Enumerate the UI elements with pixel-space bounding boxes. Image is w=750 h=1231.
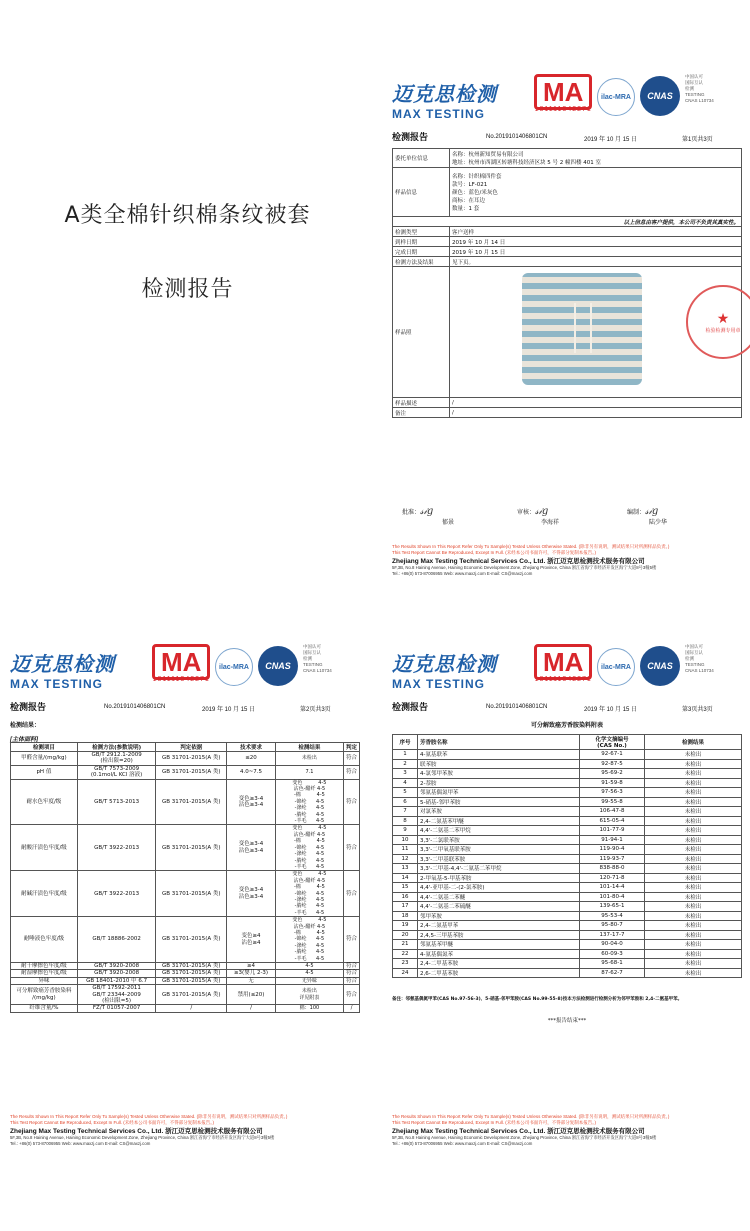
amine-cell: 13 [393, 864, 418, 874]
amine-cell: 24 [393, 968, 418, 978]
result-verdict: 符合 [343, 970, 359, 977]
amine-row [393, 750, 742, 760]
result-method: GB/T 18886-2002 [77, 917, 156, 963]
amine-cell: 2,4-二甲基苯胺 [418, 959, 580, 969]
result-req: 变色≥3-4 沾色≥3-4 [227, 825, 276, 871]
report-label: 检测报告 [392, 133, 429, 143]
ma-icon: MA [152, 644, 210, 680]
amine-cell: 未检出 [645, 778, 742, 788]
ilac-icon: ilac-MRA [597, 78, 635, 116]
result-basis: / [156, 1005, 227, 1012]
sample-photo [522, 273, 642, 385]
amine-cell: 3,3'-二氯联苯胺 [418, 835, 580, 845]
amine-cell: 87-62-7 [580, 968, 645, 978]
amine-row [393, 788, 742, 798]
result-row [11, 779, 360, 825]
amine-cell: 4,4'-二氨基二苯硫醚 [418, 902, 580, 912]
result-item: pH 值 [11, 765, 78, 779]
amine-cell: 对氯苯胺 [418, 807, 580, 817]
amine-cell: 14 [393, 873, 418, 883]
amine-row [393, 807, 742, 817]
result-item: 耐干摩擦色牢度/级 [11, 963, 78, 970]
ma-icon: MA [534, 74, 592, 110]
amine-cell: 未检出 [645, 788, 742, 798]
amine-row [393, 902, 742, 912]
amine-cell: 2,4-二氨基苯甲醚 [418, 816, 580, 826]
amine-cell: 12 [393, 854, 418, 864]
amine-cell: 未检出 [645, 826, 742, 836]
amine-cell: 101-77-9 [580, 826, 645, 836]
amine-cell: 19 [393, 921, 418, 931]
result-verdict: 符合 [343, 825, 359, 871]
result-verdict: 符合 [343, 963, 359, 970]
result-result: 变色 4-5 沾色-醋纤 4-5 -棉 4-5 -锦纶 4-5 -涤纶 4-5 -腈纶 4-5 -羊毛 4-5 [275, 825, 343, 871]
amine-cell: 2,6-二甲基苯胺 [418, 968, 580, 978]
amine-cell: 16 [393, 892, 418, 902]
photo-label: 样品照 [393, 267, 450, 398]
result-item: 可分解致癌芳香胺染料 /(mg/kg) [11, 985, 78, 1005]
amine-cell: 119-93-7 [580, 854, 645, 864]
result-method: GB/T 3920-2008 [77, 963, 156, 970]
sample-info-table: 委托单位信息 名称：杭州新知贸易有限公司 地址：杭州市西湖区转塘科技经济区块 5 号 2 幢四楼 401 室 样品信息 名称：针织棉四件套 款号：LF-021 颜色：蓝色/米灰色 商标：在耳边 数量：1 套 以上信息由客户提供，本公司不负责其真实性。 检测类型 客户送样 到样日期 2019 年 10 月 14 日 完成日期 2019 年 10 月 15 日 检测方法及结果 见下页。 样品照 ★ 检验检测专用章 样品描述 / 备注 / [392, 148, 742, 418]
amine-row [393, 835, 742, 845]
result-item: 耐唾液色牢度/级 [11, 917, 78, 963]
amine-cell: 未检出 [645, 835, 742, 845]
amine-row [393, 892, 742, 902]
ilac-icon: ilac-MRA [597, 648, 635, 686]
client-label: 委托单位信息 [393, 149, 450, 168]
amine-cell: 2-萘胺 [418, 778, 580, 788]
amine-cell: 未检出 [645, 892, 742, 902]
result-method: GB/T 5713-2013 [77, 779, 156, 825]
amine-cell: 97-56-3 [580, 788, 645, 798]
result-verdict: 符合 [343, 977, 359, 984]
amine-cell: 未检出 [645, 949, 742, 959]
amine-cell: 7 [393, 807, 418, 817]
amine-cell: 17 [393, 902, 418, 912]
amine-cell: 95-53-4 [580, 911, 645, 921]
result-req: 无 [227, 977, 276, 984]
approver: 批准：𝓈𝒾𝑔 郁景 [402, 506, 455, 526]
result-item: 耐水色牢度/级 [11, 779, 78, 825]
amine-cell: 91-59-8 [580, 778, 645, 788]
result-verdict: / [343, 1005, 359, 1012]
report-date: 2019 年 10 月 15 日 [584, 137, 638, 143]
results-label: 检测结果： [10, 723, 41, 729]
result-row [11, 970, 360, 977]
result-basis: GB 31701-2015(A 类) [156, 871, 227, 917]
reviewer: 审核：𝓈𝒾𝑔 李海祥 [517, 506, 560, 526]
result-result: 未检出 [275, 752, 343, 766]
footer-3: The Results Shown In This Report Refer Only To Sample(s) Tested Unless Otherwise Stated. (除非另有说明，测试结果只对所测样品负责。) This Test Report Cannot Be Reproduced, Except In Full. (未经本公司书面许可，不得部分复制本报告。) Zhejiang Max Testing Technical Services Co., Ltd. 浙江迈克思检测技术服务有限公司 5F,3B, No.8 Haining Avenue, Haining Economic Development Zone, Zhejiang Province, China 浙江省海宁市经济开发区海宁大道8号3幢5楼 Tel.: +86(0) 573-87006955 Web: www.maxzj.com E-mail: CS@maxzj.com [392, 1114, 670, 1146]
result-method: GB 18401-2010 中 6.7 [77, 977, 156, 984]
result-verdict: 符合 [343, 779, 359, 825]
result-result: 4-5 [275, 970, 343, 977]
result-req: 禁用(≤20) [227, 985, 276, 1005]
amine-cell: 120-71-8 [580, 873, 645, 883]
amine-row [393, 769, 742, 779]
result-basis: GB 31701-2015(A 类) [156, 970, 227, 977]
ma-mark [534, 78, 592, 113]
editor: 编制：𝓈𝒾𝑔 陆少华 [627, 506, 668, 526]
result-basis: GB 31701-2015(A 类) [156, 752, 227, 766]
amine-cell: 联苯胺 [418, 759, 580, 769]
amine-cell: 4,4'-亚甲基-二-(2-氯苯胺) [418, 883, 580, 893]
amine-cell: 未检出 [645, 921, 742, 931]
amine-cell: 11 [393, 845, 418, 855]
amine-cell: 119-90-4 [580, 845, 645, 855]
result-result: 7.1 [275, 765, 343, 779]
result-row [11, 871, 360, 917]
client-note: 以上信息由客户提供，本公司不负责其真实性。 [393, 217, 742, 227]
amine-row [393, 968, 742, 978]
amine-cell: 1 [393, 750, 418, 760]
amine-cell: 20 [393, 930, 418, 940]
result-verdict: 符合 [343, 985, 359, 1005]
result-result: 变色 4-5 沾色-醋纤 4-5 -棉 4-5 -锦纶 4-5 -涤纶 4-5 -腈纶 4-5 -羊毛 4-5 [275, 917, 343, 963]
amine-cell: 未检出 [645, 845, 742, 855]
amine-cell: 未检出 [645, 750, 742, 760]
result-result: 变色 4-5 沾色-醋纤 4-5 -棉 4-5 -锦纶 4-5 -涤纶 4-5 -腈纶 4-5 -羊毛 4-5 [275, 779, 343, 825]
result-row [11, 917, 360, 963]
footer-2: The Results Shown In This Report Refer Only To Sample(s) Tested Unless Otherwise Stated. (除非另有说明，测试结果只对所测样品负责。) This Test Report Cannot Be Reproduced, Except In Full. (未经本公司书面许可，不得部分复制本报告。) Zhejiang Max Testing Technical Services Co., Ltd. 浙江迈克思检测技术服务有限公司 5F,3B, No.8 Haining Avenue, Haining Economic Development Zone, Zhejiang Province, China 浙江省海宁市经济开发区海宁大道8号3幢5楼 Tel.: +86(0) 573-87006955 Web: www.maxzj.com E-mail: CS@maxzj.com [10, 1114, 288, 1146]
amine-cell: 90-04-0 [580, 940, 645, 950]
amine-cell: 106-47-8 [580, 807, 645, 817]
amine-cell: 4,4'-二氨基二苯醚 [418, 892, 580, 902]
result-result: 4-5 [275, 963, 343, 970]
result-row [11, 977, 360, 984]
amine-cell: 23 [393, 959, 418, 969]
cover-title: A类全棉针织棉条纹被套 [64, 203, 311, 228]
amine-cell: 3,3'-二甲基联苯胺 [418, 854, 580, 864]
amine-row [393, 911, 742, 921]
amine-cell: 未检出 [645, 930, 742, 940]
amine-cell: 未检出 [645, 854, 742, 864]
result-method: GB/T 17592-2011 GB/T 23344-2009 (检出限=5) [77, 985, 156, 1005]
amine-row [393, 816, 742, 826]
result-basis: GB 31701-2015(A 类) [156, 825, 227, 871]
ilac-icon: ilac-MRA [215, 648, 253, 686]
amine-cell: 838-88-0 [580, 864, 645, 874]
official-seal: ★ 检验检测专用章 [686, 285, 750, 359]
amine-cell: 邻甲苯胺 [418, 911, 580, 921]
amine-cell: 2,4,5-三甲基苯胺 [418, 930, 580, 940]
amine-cell: 101-80-4 [580, 892, 645, 902]
result-item: 异味 [11, 977, 78, 984]
result-result: 无异味 [275, 977, 343, 984]
section-label: [主体面料] [10, 737, 38, 743]
result-row [11, 825, 360, 871]
result-verdict: 符合 [343, 765, 359, 779]
amine-cell: 4 [393, 778, 418, 788]
result-req: ≥3(婴儿 2-3) [227, 970, 276, 977]
amine-row [393, 883, 742, 893]
ma-icon: MA [534, 644, 592, 680]
amine-row [393, 826, 742, 836]
report-end: ***报告结束*** [547, 1018, 587, 1024]
cnas-icon: CNAS [258, 646, 298, 686]
result-req: ≤20 [227, 752, 276, 766]
amine-cell: 8 [393, 816, 418, 826]
amine-cell: 92-67-1 [580, 750, 645, 760]
logo-en: MAX TESTING [392, 107, 486, 121]
result-verdict: 符合 [343, 871, 359, 917]
result-row [11, 963, 360, 970]
amine-table-title: 可分解致癌芳香胺染料附表 [530, 723, 603, 729]
amine-cell: 18 [393, 911, 418, 921]
amine-cell: 未检出 [645, 902, 742, 912]
amine-row [393, 921, 742, 931]
result-verdict: 符合 [343, 752, 359, 766]
result-method: GB/T 3922-2013 [77, 871, 156, 917]
amine-cell: 21 [393, 940, 418, 950]
amine-cell: 未检出 [645, 959, 742, 969]
amine-cell: 2,4-二氨基甲苯 [418, 921, 580, 931]
result-item: 甲醛含量/(mg/kg) [11, 752, 78, 766]
amine-cell: 未检出 [645, 940, 742, 950]
amine-cell: 22 [393, 949, 418, 959]
amine-cell: 3,3'-二甲氧基联苯胺 [418, 845, 580, 855]
amine-cell: 60-09-3 [580, 949, 645, 959]
amine-cell: 137-17-7 [580, 930, 645, 940]
results-table: 检测项目 检测方法(参数说明) 判定依据 技术要求 检测结果 判定 甲醛含量/(mg/kg) GB/T 2912.1-2009 (检出限=20) GB 31701-2015(A 类) ≤20 未检出 符合 pH 值 GB/T 7573-2009 (0.1mol/L KCl 溶液) GB 31701-2015(A 类) 4.0~7.5 7.1 符合 耐水色牢度/级 GB/T 5713-2013 GB 31701-2015(A 类) 变色≥3-4 沾色≥3-4 变色 4-5 沾色-醋纤 4-5 -棉 4-5 -锦纶 4-5 -涤纶 4-5 -腈纶 4-5 -羊毛 4-5 符合 耐酸汗渍色牢度/级 GB/T 3922-2013 GB 31701-2015(A 类) 变色≥3-4 沾色≥3-4 变色 4-5 沾色-醋纤 4-5 -棉 4-5 -锦纶 4-5 -涤纶 4-5 -腈纶 4-5 -羊毛 4-5 符合 耐碱汗渍色牢度/级 GB/T 3922-2013 GB 31701-2015(A 类) 变色≥3-4 沾色≥3-4 变色 4-5 沾色-醋纤 4-5 -棉 4-5 -锦纶 4-5 -涤纶 4-5 -腈纶 4-5 -羊毛 4-5 符合 耐唾液色牢度/级 GB/T 18886-2002 GB 31701-2015(A 类) 变色≥4 沾色≥4 变色 4-5 沾色-醋纤 4-5 -棉 4-5 -锦纶 4-5 -涤纶 4-5 -腈纶 4-5 -羊毛 4-5 符合 耐干摩擦色牢度/级 GB/T 3920-2008 GB 31701-2015(A 类) ≥4 4-5 符合 耐湿摩擦色牢度/级 GB/T 3920-2008 GB 31701-2015(A 类) ≥3(婴儿 2-3) 4-5 符合 异味 GB 18401-2010 中 6.7 GB 31701-2015(A 类) 无 无异味 符合 可分解致癌芳香胺染料 /(mg/kg) GB/T 17592-2011 GB/T 23344-2009 (检出限=5) GB 31701-2015(A 类) 禁用(≤20) 未检出 详见附表 符合 纤维含量/% FZ/T 01057-2007 / / 棉：100 / [10, 742, 360, 1013]
amine-cell: 未检出 [645, 816, 742, 826]
amine-cell: 3 [393, 769, 418, 779]
amine-note: 备注：邻氨基偶氮甲苯(CAS No.97-56-3)、5-硝基-邻甲苯胺(CAS No.99-55-8)按本方法检测进行检测分析为邻甲苯胺和 2,4-二氨基甲苯。 [392, 997, 683, 1002]
amine-cell: 未检出 [645, 797, 742, 807]
result-method: FZ/T 01057-2007 [77, 1005, 156, 1012]
result-basis: GB 31701-2015(A 类) [156, 765, 227, 779]
amine-cell: 邻氨基苯甲醚 [418, 940, 580, 950]
brand-logo [392, 78, 497, 121]
result-req: 变色≥4 沾色≥4 [227, 917, 276, 963]
amine-cell: 4-氯邻甲苯胺 [418, 769, 580, 779]
result-basis: GB 31701-2015(A 类) [156, 985, 227, 1005]
result-item: 耐碱汗渍色牢度/级 [11, 871, 78, 917]
amine-cell: 615-05-4 [580, 816, 645, 826]
amine-row [393, 930, 742, 940]
result-method: GB/T 2912.1-2009 (检出限=20) [77, 752, 156, 766]
cover-subtitle: 检测报告 [141, 277, 234, 302]
result-req: ≥4 [227, 963, 276, 970]
amine-cell: 3,3'-二甲基-4,4'-二氨基二苯甲烷 [418, 864, 580, 874]
amine-table: 序号 芳香胺名称 化学文摘编号 (CAS No.) 检测结果 1 4-氨基联苯 92-67-1 未检出 2 联苯胺 92-87-5 未检出 3 4-氯邻甲苯胺 95-69-2 未检出 4 2-萘胺 91-59-8 未检出 5 邻氨基偶氮甲苯 97-56-3 未检出 6 5-硝基-邻甲苯胺 99-55-8 未检出 7 对氯苯胺 106-47-8 未检出 8 2,4-二氨基苯甲醚 615-05-4 未检出 9 4,4'-二氨基二苯甲烷 101-77-9 未检出 10 3,3'-二氯联苯胺 91-94-1 未检出 11 3,3'-二甲氧基联苯胺 119-90-4 未检出 12 3,3'-二甲基联苯胺 119-93-7 未检出 13 3,3'-二甲基-4,4'-二氨基二苯甲烷 838-88-0 未检出 14 2-甲氧基-5-甲基苯胺 120-71-8 未检出 15 4,4'-亚甲基-二-(2-氯苯胺) 101-14-4 未检出 16 4,4'-二氨基二苯醚 101-80-4 未检出 17 4,4'-二氨基二苯硫醚 139-65-1 未检出 18 邻甲苯胺 95-53-4 未检出 19 2,4-二氨基甲苯 95-80-7 未检出 20 2,4,5-三甲基苯胺 137-17-7 未检出 21 邻氨基苯甲醚 90-04-0 未检出 22 4-氨基偶氮苯 60-09-3 未检出 23 2,4-二甲基苯胺 95-68-1 未检出 24 2,6-二甲基苯胺 87-62-7 未检出 [392, 734, 742, 978]
amine-cell: 95-69-2 [580, 769, 645, 779]
amine-cell: 未检出 [645, 968, 742, 978]
result-basis: GB 31701-2015(A 类) [156, 963, 227, 970]
amine-cell: 139-65-1 [580, 902, 645, 912]
result-item: 耐酸汗渍色牢度/级 [11, 825, 78, 871]
amine-row [393, 845, 742, 855]
amine-cell: 邻氨基偶氮甲苯 [418, 788, 580, 798]
result-verdict: 符合 [343, 917, 359, 963]
report-number: No.2019101406801CN [486, 134, 548, 140]
amine-cell: 15 [393, 883, 418, 893]
result-row [11, 765, 360, 779]
amine-cell: 99-55-8 [580, 797, 645, 807]
amine-cell: 4,4'-二氨基二苯甲烷 [418, 826, 580, 836]
result-basis: GB 31701-2015(A 类) [156, 977, 227, 984]
result-method: GB/T 3920-2008 [77, 970, 156, 977]
result-item: 纤维含量/% [11, 1005, 78, 1012]
amine-row [393, 949, 742, 959]
ma-number: 181111342271 [534, 106, 592, 113]
amine-cell: 101-14-4 [580, 883, 645, 893]
amine-cell: 2-甲氧基-5-甲基苯胺 [418, 873, 580, 883]
amine-cell: 95-68-1 [580, 959, 645, 969]
amine-cell: 9 [393, 826, 418, 836]
amine-cell: 未检出 [645, 769, 742, 779]
result-item: 耐湿摩擦色牢度/级 [11, 970, 78, 977]
footer-1: The Results Shown In This Report Refer Only To Sample(s) Tested Unless Otherwise Stated. (除非另有说明，测试结果只对所测样品负责。) This Test Report Cannot Be Reproduced, Except In Full. (未经本公司书面许可，不得部分复制本报告。) Zhejiang Max Testing Technical Services Co., Ltd. 浙江迈克思检测技术服务有限公司 5F,3B, No.8 Haining Avenue, Haining Economic Development Zone, Zhejiang Province, China 浙江省海宁市经济开发区海宁大道8号3幢5楼 Tel.: +86(0) 573-87006955 Web: www.maxzj.com E-mail: CS@maxzj.com [392, 544, 670, 576]
amine-row [393, 778, 742, 788]
amine-cell: 95-80-7 [580, 921, 645, 931]
amine-cell: 未检出 [645, 883, 742, 893]
result-basis: GB 31701-2015(A 类) [156, 779, 227, 825]
result-row [11, 752, 360, 766]
amine-row [393, 959, 742, 969]
amine-cell: 4-氨基偶氮苯 [418, 949, 580, 959]
result-row [11, 1005, 360, 1012]
amine-cell: 5 [393, 788, 418, 798]
amine-cell: 未检出 [645, 911, 742, 921]
amine-cell: 未检出 [645, 759, 742, 769]
result-method: GB/T 3922-2013 [77, 825, 156, 871]
result-result: 变色 4-5 沾色-醋纤 4-5 -棉 4-5 -锦纶 4-5 -涤纶 4-5 -腈纶 4-5 -羊毛 4-5 [275, 871, 343, 917]
cnas-icon: CNAS [640, 76, 680, 116]
amine-row [393, 940, 742, 950]
amine-cell: 10 [393, 835, 418, 845]
amine-row [393, 797, 742, 807]
result-req: 4.0~7.5 [227, 765, 276, 779]
amine-row [393, 759, 742, 769]
result-req: 变色≥3-4 沾色≥3-4 [227, 779, 276, 825]
result-req: 变色≥3-4 沾色≥3-4 [227, 871, 276, 917]
sample-label: 样品信息 [393, 168, 450, 217]
amine-cell: 未检出 [645, 864, 742, 874]
amine-cell: 5-硝基-邻甲苯胺 [418, 797, 580, 807]
logo-cn: 迈克思检测 [392, 82, 497, 106]
result-req: / [227, 1005, 276, 1012]
result-method: GB/T 7573-2009 (0.1mol/L KCl 溶液) [77, 765, 156, 779]
amine-cell: 91-94-1 [580, 835, 645, 845]
amine-cell: 2 [393, 759, 418, 769]
amine-row [393, 854, 742, 864]
amine-cell: 4-氨基联苯 [418, 750, 580, 760]
amine-cell: 未检出 [645, 807, 742, 817]
amine-cell: 6 [393, 797, 418, 807]
report-page: 第1页共3页 [682, 137, 713, 143]
amine-row [393, 864, 742, 874]
amine-cell: 92-87-5 [580, 759, 645, 769]
result-row [11, 985, 360, 1005]
result-result: 未检出 详见附表 [275, 985, 343, 1005]
cnas-side-text: 中国认可 国际互认 检测 TESTING CNAS L10734 [685, 74, 714, 103]
amine-row [393, 873, 742, 883]
result-result: 棉：100 [275, 1005, 343, 1012]
cnas-icon: CNAS [640, 646, 680, 686]
result-basis: GB 31701-2015(A 类) [156, 917, 227, 963]
amine-cell: 未检出 [645, 873, 742, 883]
